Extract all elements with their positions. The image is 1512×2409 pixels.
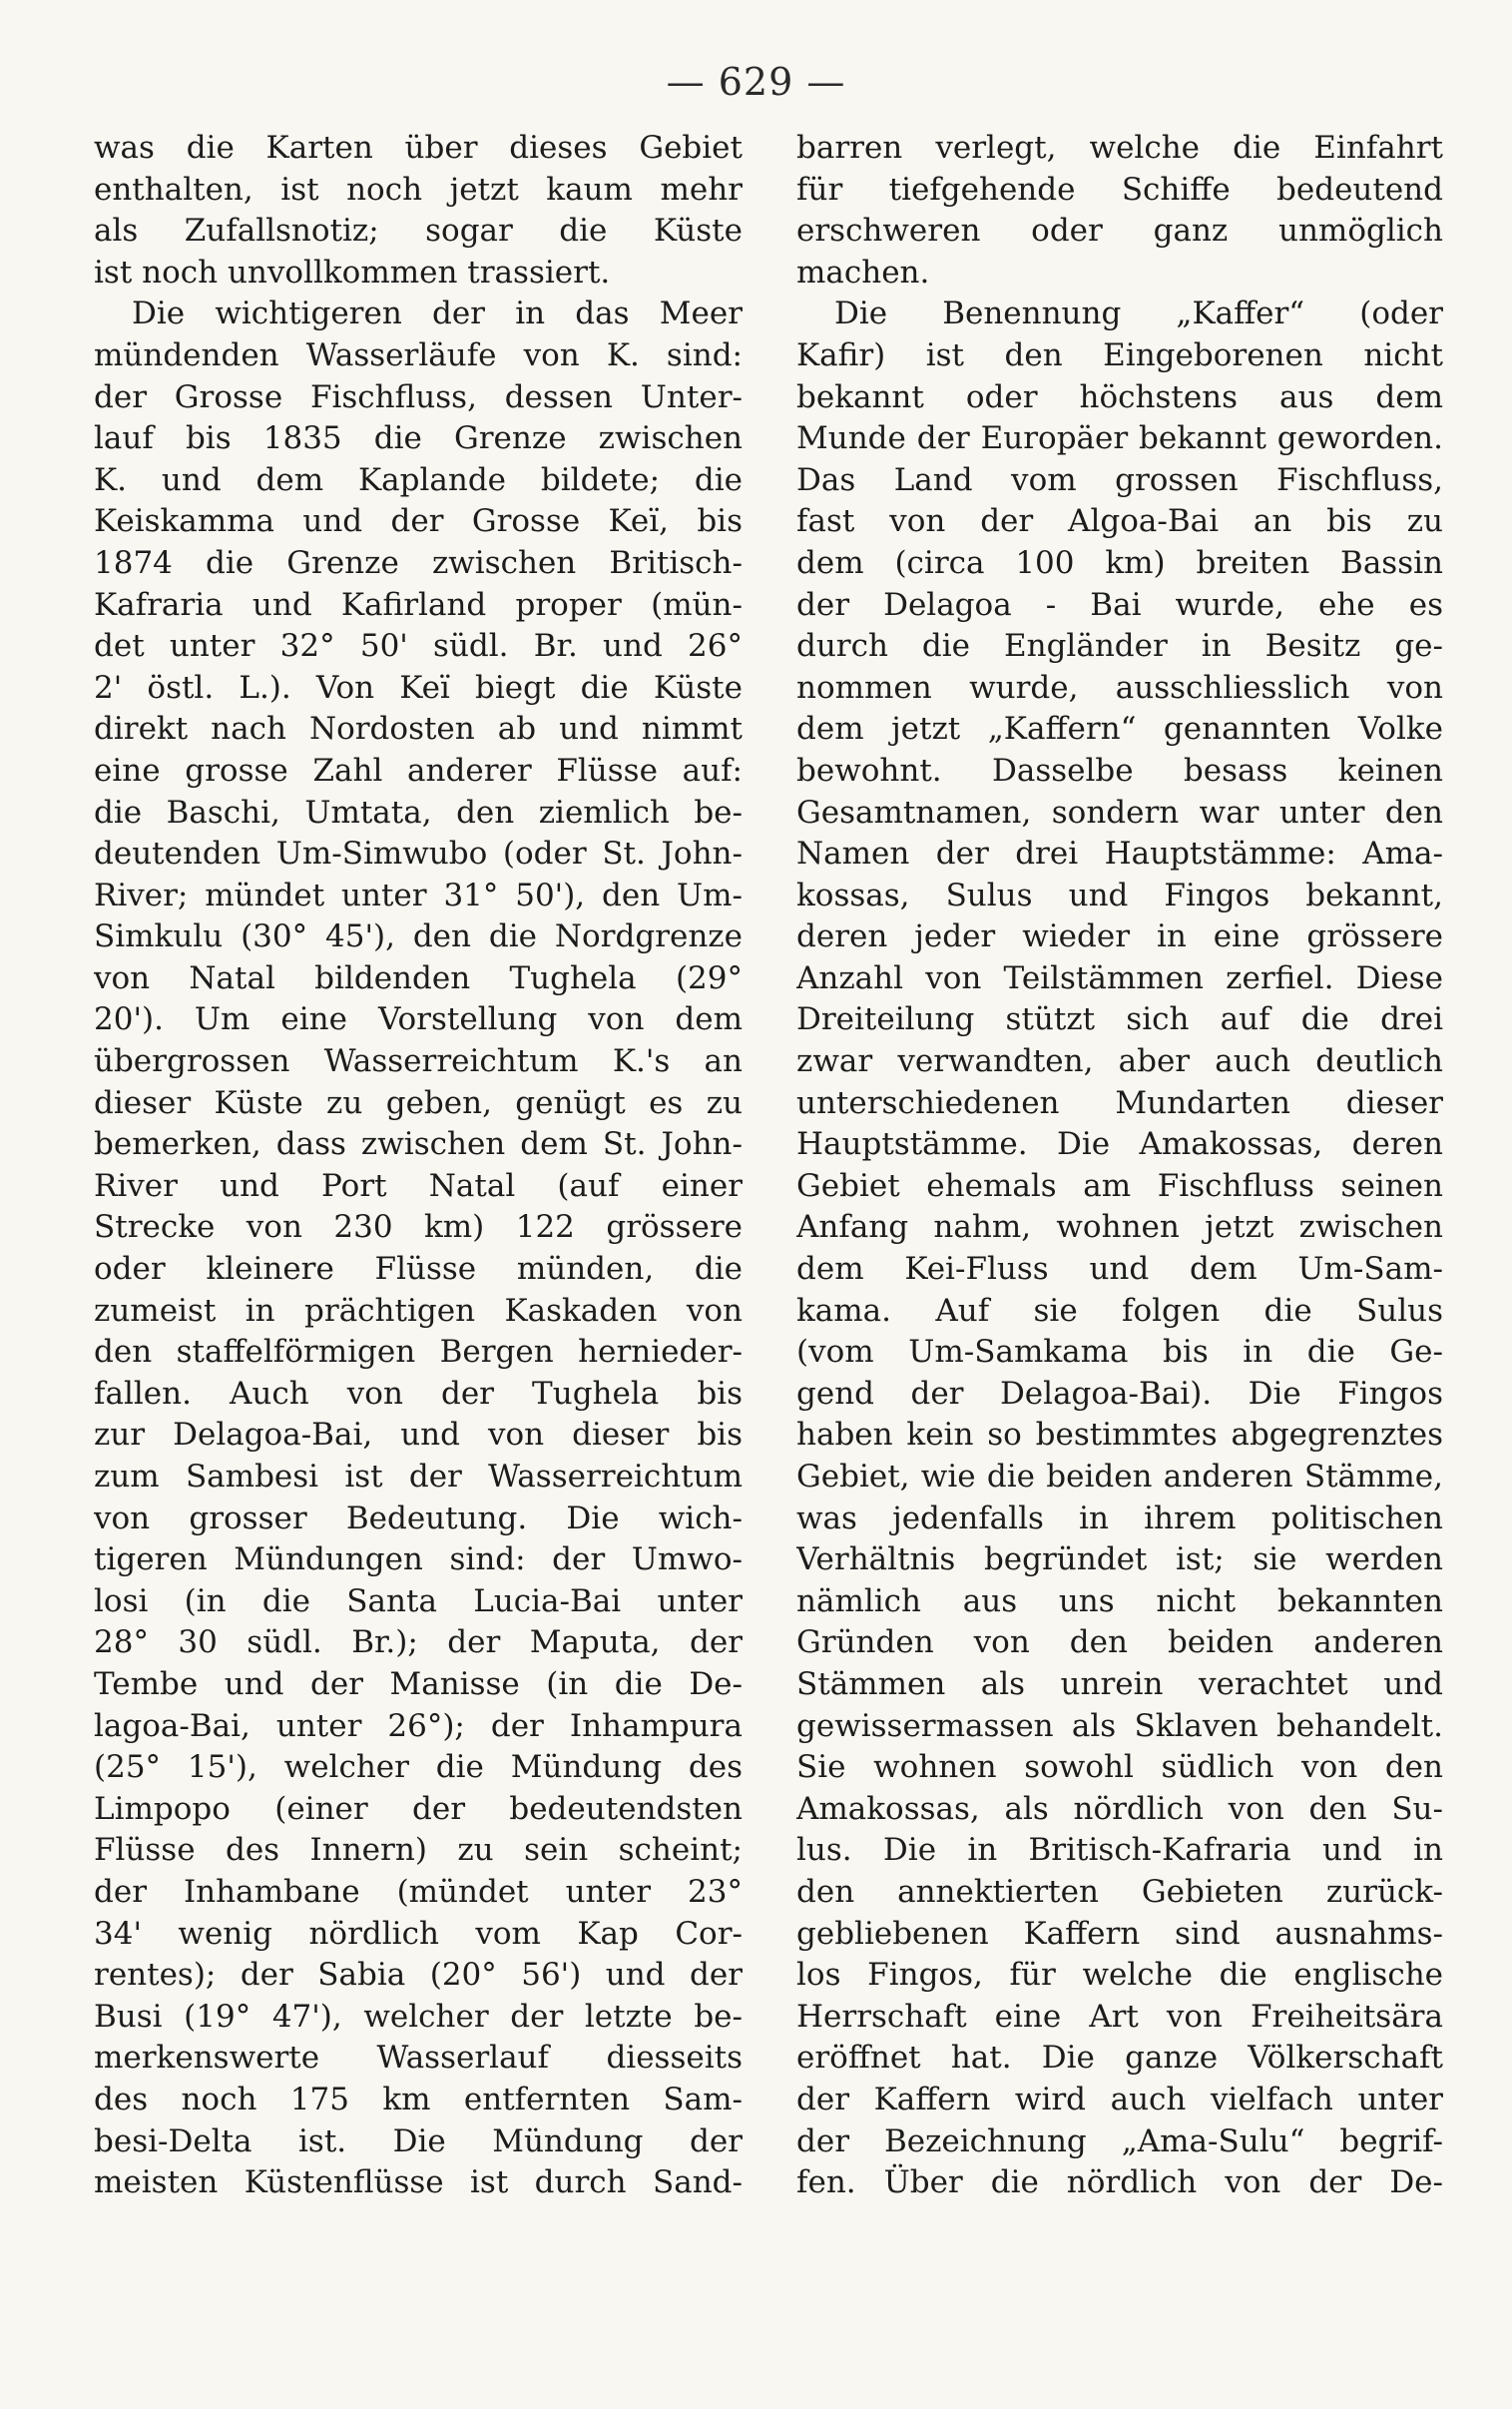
text-line: Flüsse des Innern) zu sein scheint; (94, 1832, 743, 1869)
text-line: zwar verwandten, aber auch deutlich (796, 1043, 1443, 1080)
text-line: det unter 32° 50' südl. Br. und 26° (94, 628, 743, 665)
text-line: gebliebenen Kaffern sind ausnahms- (796, 1915, 1443, 1952)
text-line: Simkulu (30° 45'), den die Nordgrenze (94, 918, 743, 955)
text-line: (vom Um-Samkama bis in die Ge- (796, 1334, 1443, 1371)
text-line: lus. Die in Britisch-Kafraria und in (796, 1832, 1443, 1869)
text-line: Gebiet, wie die beiden anderen Stämme, (796, 1459, 1443, 1495)
text-line: Gebiet ehemals am Fischfluss seinen (796, 1167, 1443, 1204)
text-line: Keiskamma und der Grosse Keï, bis (94, 503, 743, 540)
text-line: lagoa-Bai, unter 26°); der Inhampura (94, 1707, 743, 1744)
text-line: der Kaffern wird auch vielfach unter (796, 2081, 1443, 2117)
text-line: mündenden Wasserläufe von K. sind: (94, 336, 743, 373)
text-line: was die Karten über dieses Gebiet (94, 130, 743, 166)
text-line: River; mündet unter 31° 50'), den Um- (94, 877, 743, 913)
text-line: besi-Delta ist. Die Mündung der (94, 2122, 743, 2159)
text-line: 20'). Um eine Vorstellung von dem (94, 1001, 743, 1038)
text-line: der Bezeichnung „Ama-Sulu“ begrif- (796, 2122, 1443, 2159)
text-line: Namen der drei Hauptstämme: Ama- (796, 836, 1443, 873)
text-line: übergrossen Wasserreichtum K.'s an (94, 1043, 743, 1080)
text-line: (25° 15'), welcher die Mündung des (94, 1749, 743, 1786)
text-line: gend der Delagoa-Bai). Die Fingos (796, 1375, 1443, 1412)
text-line: zum Sambesi ist der Wasserreichtum (94, 1459, 743, 1495)
text-line: des noch 175 km entfernten Sam- (94, 2081, 743, 2117)
text-line: deutenden Um-Simwubo (oder St. John- (94, 836, 743, 873)
text-line: den staffelförmigen Bergen hernieder- (94, 1334, 743, 1371)
text-line: dem jetzt „Kaffern“ genannten Volke (796, 711, 1443, 748)
text-line: von Natal bildenden Tughela (29° (94, 959, 743, 996)
text-line: die Baschi, Umtata, den ziemlich be- (94, 794, 743, 831)
text-line: fallen. Auch von der Tughela bis (94, 1375, 743, 1412)
text-line: 28° 30 südl. Br.); der Maputa, der (94, 1624, 743, 1661)
text-line: Die Benennung „Kaffer“ (oder (834, 296, 1443, 332)
text-line: Herrschaft eine Art von Freiheitsära (796, 1998, 1443, 2035)
text-line: Munde der Europäer bekannt geworden. (796, 420, 1443, 457)
right-column (796, 128, 1443, 2204)
text-line: K. und dem Kaplande bildete; die (94, 461, 743, 498)
text-line: zumeist in prächtigen Kaskaden von (94, 1292, 743, 1329)
text-line: Anfang nahm, wohnen jetzt zwischen (796, 1209, 1443, 1246)
text-line: Dreiteilung stützt sich auf die drei (796, 1001, 1443, 1038)
text-line: erschweren oder ganz unmöglich (796, 213, 1443, 250)
text-line: Verhältnis begründet ist; sie werden (796, 1541, 1443, 1578)
text-line: Gründen von den beiden anderen (796, 1624, 1443, 1661)
text-line: den annektierten Gebieten zurück- (796, 1873, 1443, 1910)
text-line: tigeren Mündungen sind: der Umwo- (94, 1541, 743, 1578)
text-line: dem Kei-Fluss und dem Um-Sam- (796, 1251, 1443, 1288)
text-line: barren verlegt, welche die Einfahrt (796, 130, 1443, 166)
text-line: oder kleinere Flüsse münden, die (94, 1251, 743, 1288)
text-line: kossas, Sulus und Fingos bekannt, (796, 877, 1443, 913)
text-line: der Delagoa - Bai wurde, ehe es (796, 586, 1443, 623)
text-line: kama. Auf sie folgen die Sulus (796, 1292, 1443, 1329)
text-line: 1874 die Grenze zwischen Britisch- (94, 544, 743, 581)
text-line: für tiefgehende Schiffe bedeutend (796, 171, 1443, 208)
text-line: fast von der Algoa-Bai an bis zu (796, 503, 1443, 540)
text-line: ist noch unvollkommen trassiert. (94, 254, 611, 291)
text-line: merkenswerte Wasserlauf diesseits (94, 2040, 743, 2077)
text-line: losi (in die Santa Lucia-Bai unter (94, 1582, 743, 1619)
text-line: unterschiedenen Mundarten dieser (796, 1084, 1443, 1121)
text-line: Hauptstämme. Die Amakossas, deren (796, 1126, 1443, 1163)
text-line: bemerken, dass zwischen dem St. John- (94, 1126, 743, 1163)
text-line: bekannt oder höchstens aus dem (796, 378, 1443, 415)
text-line: Das Land vom grossen Fischfluss, (796, 461, 1443, 498)
text-line: eine grosse Zahl anderer Flüsse auf: (94, 752, 743, 789)
text-line: fen. Über die nördlich von der De- (796, 2164, 1443, 2201)
text-line: durch die Engländer in Besitz ge- (796, 628, 1443, 665)
text-line: nommen wurde, ausschliesslich von (796, 669, 1443, 706)
text-line: rentes); der Sabia (20° 56') und der (94, 1957, 743, 1994)
text-line: Busi (19° 47'), welcher der letzte be- (94, 1998, 743, 2035)
text-line: 2' östl. L.). Von Keï biegt die Küste (94, 669, 743, 706)
text-line: als Zufallsnotiz; sogar die Küste (94, 213, 743, 250)
text-line: von grosser Bedeutung. Die wich- (94, 1500, 743, 1536)
text-line: los Fingos, für welche die englische (796, 1957, 1443, 1994)
text-line: der Grosse Fischfluss, dessen Unter- (94, 378, 743, 415)
text-line: Amakossas, als nördlich von den Su- (796, 1790, 1443, 1827)
text-line: nämlich aus uns nicht bekannten (796, 1582, 1443, 1619)
left-column (94, 128, 743, 2204)
text-line: Stämmen als unrein verachtet und (796, 1665, 1443, 1702)
text-line: machen. (796, 254, 930, 291)
text-line: Kafraria und Kafirland proper (mün- (94, 586, 743, 623)
text-line: Strecke von 230 km) 122 grössere (94, 1209, 743, 1246)
text-line: bewohnt. Dasselbe besass keinen (796, 752, 1443, 789)
text-line: gewissermassen als Sklaven behandelt. (796, 1707, 1443, 1744)
text-line: Gesamtnamen, sondern war unter den (796, 794, 1443, 831)
text-line: dieser Küste zu geben, genügt es zu (94, 1084, 743, 1121)
text-line: zur Delagoa-Bai, und von dieser bis (94, 1417, 743, 1454)
text-line: meisten Küstenflüsse ist durch Sand- (94, 2164, 743, 2201)
text-line: Anzahl von Teilstämmen zerfiel. Diese (796, 959, 1443, 996)
text-line: Limpopo (einer der bedeutendsten (94, 1790, 743, 1827)
text-line: dem (circa 100 km) breiten Bassin (796, 544, 1443, 581)
text-line: deren jeder wieder in eine grössere (796, 918, 1443, 955)
text-line: River und Port Natal (auf einer (94, 1167, 743, 1204)
page-number: — 629 — (666, 60, 846, 104)
text-line: Tembe und der Manisse (in die De- (94, 1665, 743, 1702)
text-line: Sie wohnen sowohl südlich von den (796, 1749, 1443, 1786)
text-line: was jedenfalls in ihrem politischen (796, 1500, 1443, 1536)
text-line: eröffnet hat. Die ganze Völkerschaft (796, 2040, 1443, 2077)
text-line: der Inhambane (mündet unter 23° (94, 1873, 743, 1910)
text-line: Die wichtigeren der in das Meer (132, 296, 743, 332)
text-line: Kafir) ist den Eingeborenen nicht (796, 336, 1443, 373)
text-line: 34' wenig nördlich vom Kap Cor- (94, 1915, 743, 1952)
text-line: haben kein so bestimmtes abgegrenztes (796, 1417, 1443, 1454)
text-line: direkt nach Nordosten ab und nimmt (94, 711, 743, 748)
text-line: lauf bis 1835 die Grenze zwischen (94, 420, 743, 457)
text-line: enthalten, ist noch jetzt kaum mehr (94, 171, 743, 208)
